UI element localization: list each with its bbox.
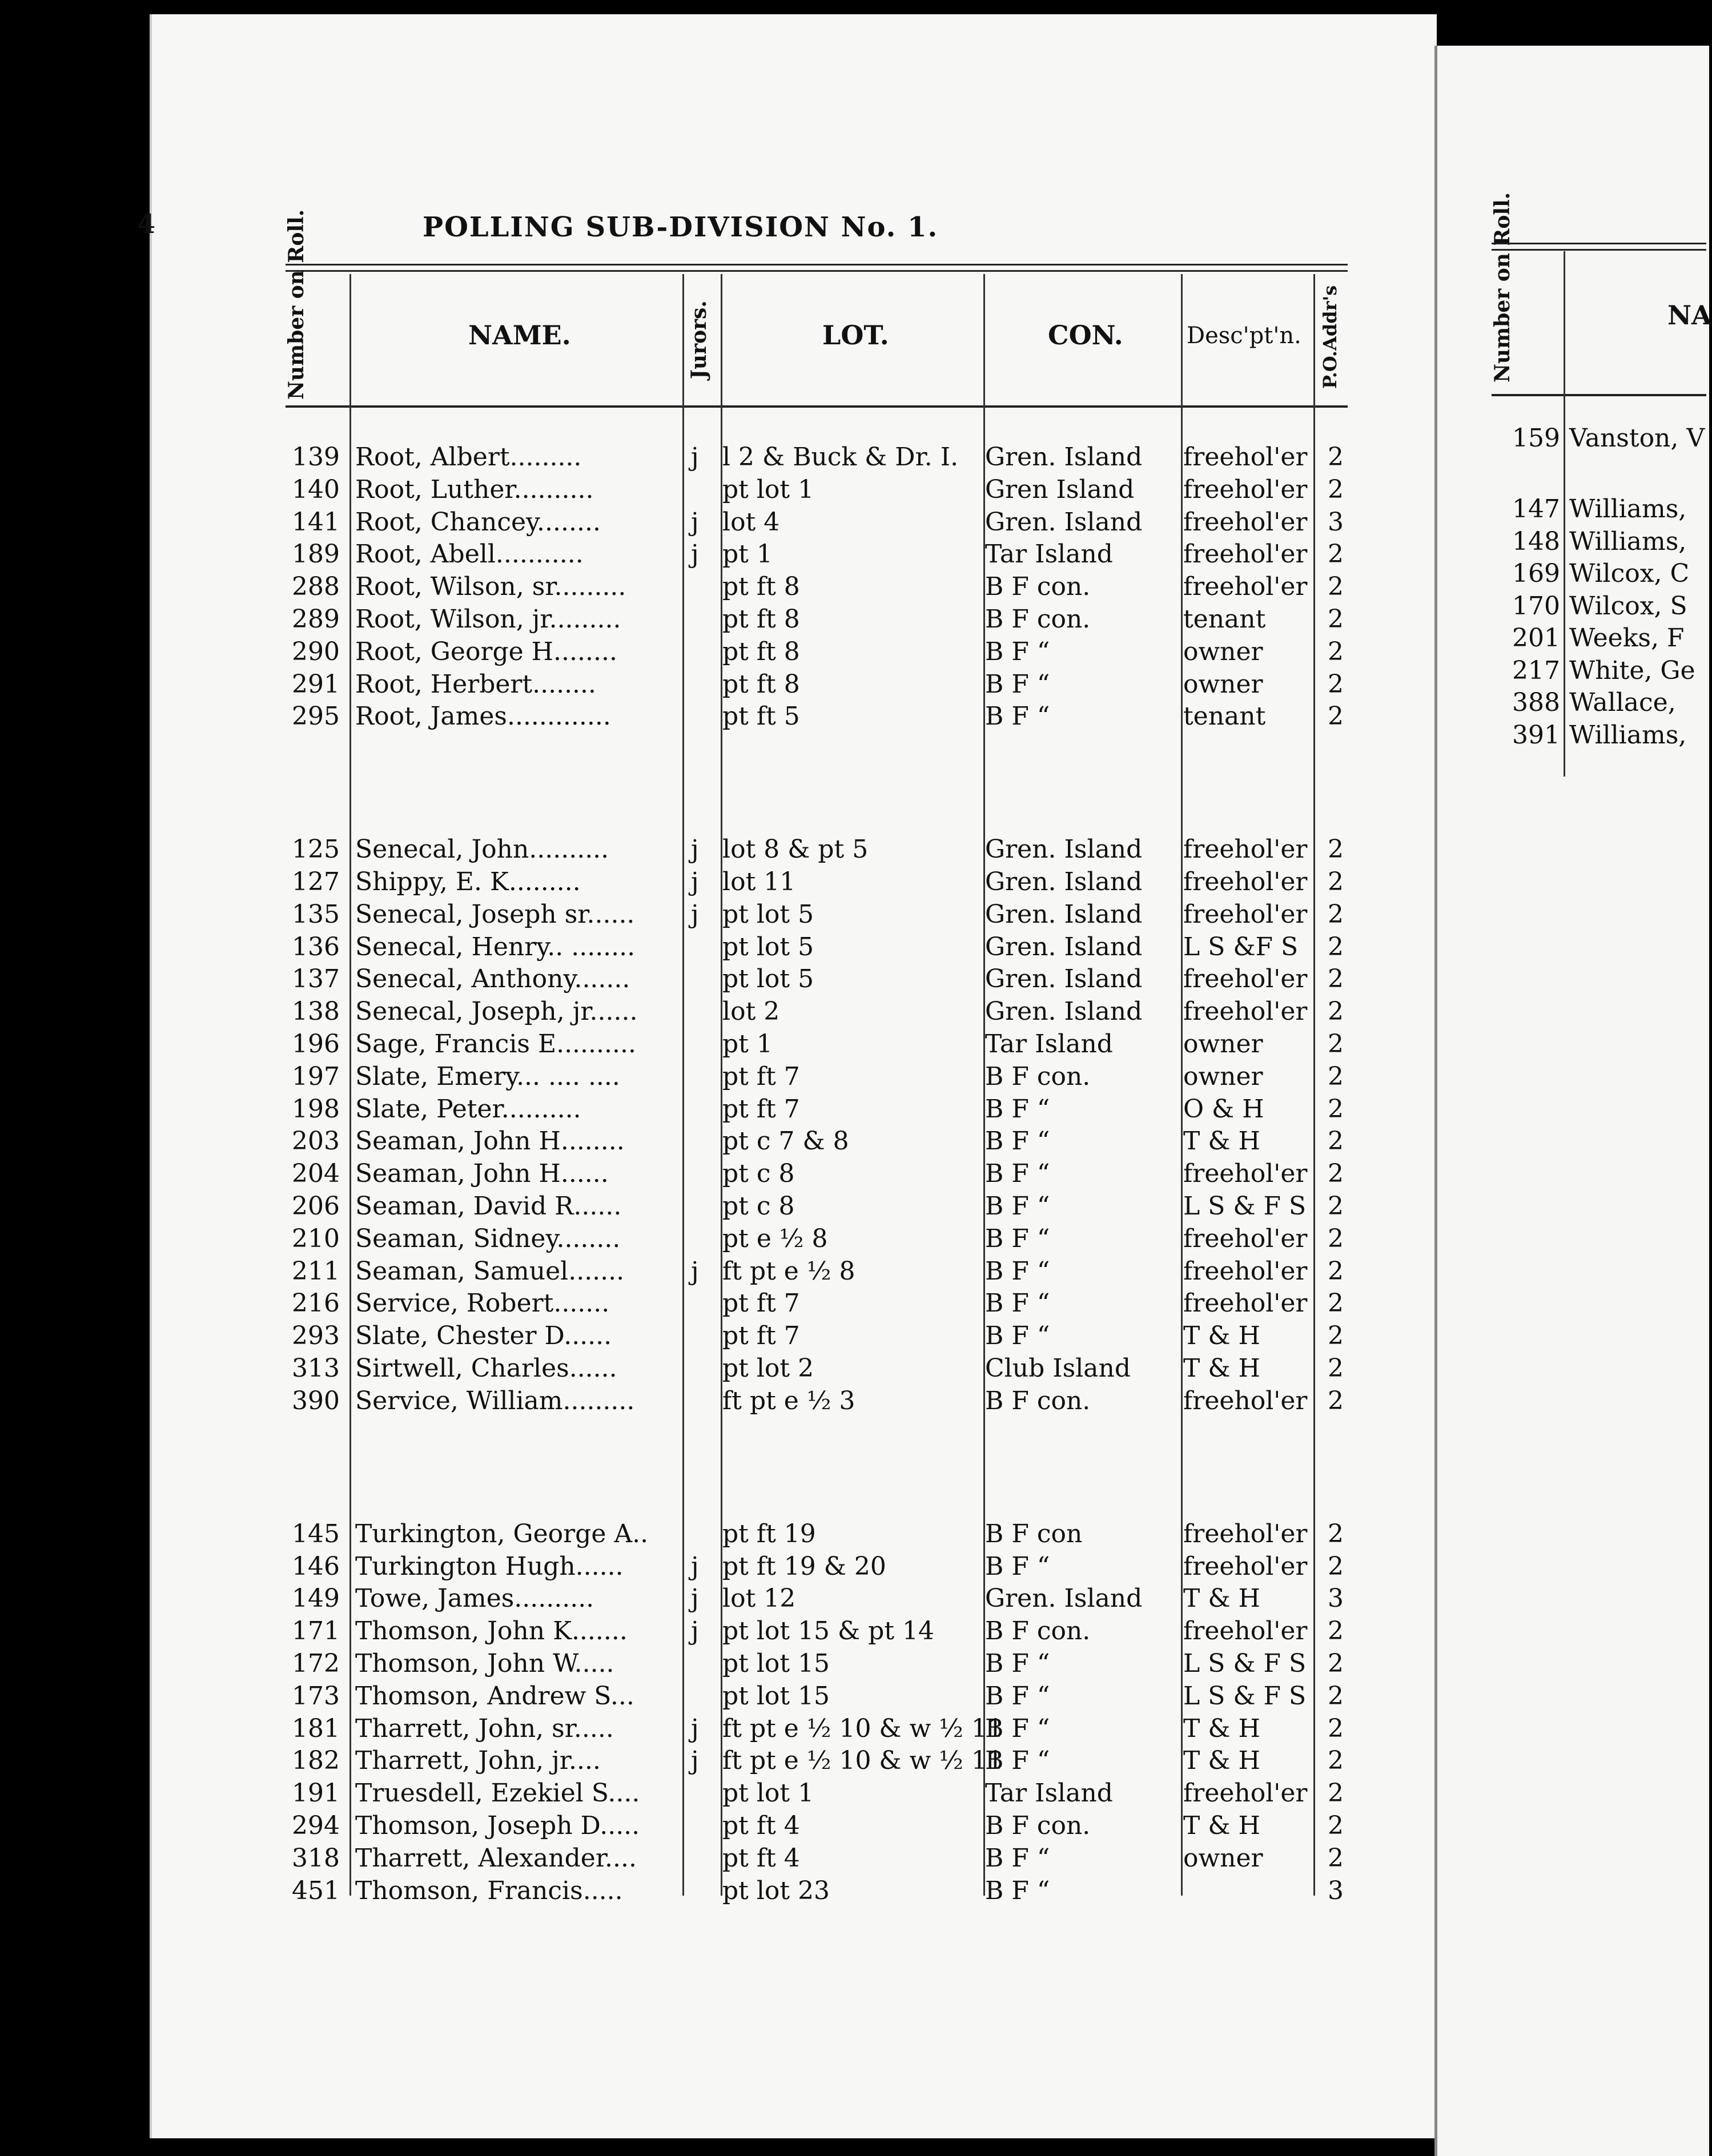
- po-address-cell: 2: [1328, 1321, 1344, 1351]
- concession-cell: B F “: [985, 1321, 1050, 1351]
- concession-cell: B F “: [985, 1876, 1050, 1905]
- voter-name: Thomson, John K.......: [355, 1616, 628, 1646]
- description-cell: tenant: [1183, 605, 1266, 634]
- concession-cell: B F “: [985, 1551, 1050, 1581]
- concession-cell: B F “: [985, 669, 1050, 699]
- concession-cell: Gren. Island: [985, 443, 1143, 472]
- roll-number: 196: [292, 1029, 340, 1059]
- lot-cell: pt lot 15: [722, 1681, 830, 1711]
- voter-name: Root, Wilson, jr.........: [355, 605, 621, 634]
- lot-cell: pt lot 5: [722, 932, 814, 962]
- po-address-cell: 2: [1328, 1256, 1344, 1286]
- right-header-bottom-rule: [1492, 394, 1706, 396]
- voter-name: Truesdell, Ezekiel S....: [355, 1779, 640, 1808]
- right-roll-number: 148: [1512, 526, 1560, 556]
- voter-name: Slate, Emery... .... ....: [355, 1061, 620, 1091]
- po-address-cell: 2: [1328, 572, 1344, 602]
- description-cell: freehol'er: [1183, 572, 1308, 602]
- lot-cell: lot 12: [722, 1584, 796, 1614]
- roll-number: 138: [292, 997, 340, 1027]
- concession-cell: Gren. Island: [985, 997, 1143, 1027]
- voter-name: Senecal, Henry.. ........: [355, 932, 636, 962]
- description-cell: O & H: [1183, 1094, 1264, 1124]
- roll-number: 149: [292, 1584, 340, 1614]
- right-voter-name: Wilcox, C: [1569, 559, 1690, 589]
- roll-number: 318: [292, 1843, 340, 1873]
- roll-number: 139: [292, 443, 340, 472]
- juror-mark: j: [691, 867, 699, 897]
- description-cell: freehol'er: [1183, 1256, 1308, 1286]
- concession-cell: B F “: [985, 1289, 1050, 1318]
- header-bottom-rule: [286, 405, 1348, 408]
- right-voter-name: Williams,: [1569, 720, 1687, 750]
- po-address-cell: 2: [1328, 1192, 1344, 1221]
- lot-cell: pt lot 15: [722, 1648, 830, 1678]
- right-header-name: NA: [1667, 300, 1712, 331]
- right-roll-number: 147: [1512, 494, 1560, 524]
- description-cell: freehol'er: [1183, 1616, 1308, 1646]
- concession-cell: Gren. Island: [985, 964, 1143, 994]
- concession-cell: B F “: [985, 1681, 1050, 1711]
- right-voter-name: Wallace,: [1569, 688, 1676, 718]
- description-cell: T & H: [1183, 1713, 1260, 1743]
- roll-number: 451: [292, 1876, 340, 1905]
- concession-cell: Gren. Island: [985, 899, 1143, 929]
- po-address-cell: 2: [1328, 932, 1344, 962]
- concession-cell: B F “: [985, 1192, 1050, 1221]
- lot-cell: pt lot 1: [722, 1779, 814, 1808]
- voter-name: Root, Abell...........: [355, 540, 584, 569]
- po-address-cell: 2: [1328, 474, 1344, 504]
- voter-name: Turkington Hugh......: [355, 1551, 624, 1581]
- description-cell: tenant: [1183, 702, 1266, 731]
- lot-cell: pt ft 8: [722, 572, 800, 602]
- right-voter-name: White, Ge: [1569, 655, 1695, 685]
- concession-cell: B F con: [985, 1519, 1083, 1548]
- po-address-cell: 2: [1328, 1551, 1344, 1581]
- voter-name: Thomson, Andrew S...: [355, 1681, 634, 1711]
- concession-cell: Gren. Island: [985, 507, 1143, 537]
- po-address-cell: 2: [1328, 1386, 1344, 1415]
- voter-name: Thomson, Joseph D.....: [355, 1811, 640, 1840]
- po-address-cell: 2: [1328, 1289, 1344, 1318]
- concession-cell: B F “: [985, 1127, 1050, 1156]
- page-number: 4: [137, 208, 156, 239]
- roll-number: 191: [292, 1779, 340, 1808]
- concession-cell: B F con.: [985, 605, 1091, 634]
- description-cell: freehol'er: [1183, 540, 1308, 569]
- voter-name: Root, James.............: [355, 702, 611, 731]
- right-roll-number: 388: [1512, 688, 1560, 718]
- right-page: [1434, 46, 1709, 2156]
- roll-number: 203: [292, 1127, 340, 1156]
- lot-cell: pt ft 4: [722, 1811, 800, 1840]
- juror-mark: j: [691, 1713, 699, 1743]
- voter-name: Senecal, Anthony.......: [355, 964, 630, 994]
- po-address-cell: 2: [1328, 899, 1344, 929]
- concession-cell: Tar Island: [985, 1029, 1113, 1059]
- lot-cell: lot 4: [722, 507, 780, 537]
- po-address-cell: 2: [1328, 1616, 1344, 1646]
- lot-cell: pt ft 8: [722, 637, 800, 666]
- juror-mark: j: [691, 1584, 699, 1614]
- lot-cell: pt ft 5: [722, 702, 800, 731]
- lot-cell: lot 8 & pt 5: [722, 835, 869, 864]
- roll-number: 289: [292, 605, 340, 634]
- po-address-cell: 2: [1328, 1127, 1344, 1156]
- voter-name: Root, Chancey........: [355, 507, 601, 537]
- roll-number: 216: [292, 1289, 340, 1318]
- description-cell: T & H: [1183, 1127, 1260, 1156]
- roll-number: 198: [292, 1094, 340, 1124]
- juror-mark: j: [691, 899, 699, 929]
- roll-number: 206: [292, 1192, 340, 1221]
- po-address-cell: 2: [1328, 605, 1344, 634]
- lot-cell: pt ft 19: [722, 1519, 816, 1548]
- po-address-cell: 2: [1328, 1159, 1344, 1189]
- roll-number: 210: [292, 1224, 340, 1253]
- voter-name: Slate, Peter..........: [355, 1094, 581, 1124]
- po-address-cell: 3: [1328, 1876, 1344, 1905]
- lot-cell: ft pt e ½ 10 & w ½ 11: [722, 1746, 1003, 1776]
- concession-cell: B F “: [985, 702, 1050, 731]
- lot-cell: l 2 & Buck & Dr. I.: [722, 443, 959, 472]
- description-cell: T & H: [1183, 1354, 1260, 1383]
- description-cell: freehol'er: [1183, 1551, 1308, 1581]
- lot-cell: pt ft 4: [722, 1843, 800, 1873]
- concession-cell: B F con.: [985, 572, 1091, 602]
- voter-name: Sirtwell, Charles......: [355, 1354, 617, 1383]
- po-address-cell: 2: [1328, 1354, 1344, 1383]
- description-cell: L S & F S: [1183, 1192, 1307, 1221]
- description-cell: owner: [1183, 1843, 1263, 1873]
- po-address-cell: 2: [1328, 1029, 1344, 1059]
- voter-name: Seaman, Sidney........: [355, 1224, 621, 1253]
- juror-mark: j: [691, 1256, 699, 1286]
- juror-mark: j: [691, 507, 699, 537]
- roll-number: 293: [292, 1321, 340, 1351]
- concession-cell: Gren. Island: [985, 867, 1143, 897]
- roll-number: 313: [292, 1354, 340, 1383]
- header-description: Desc'pt'n.: [1187, 323, 1301, 349]
- description-cell: freehol'er: [1183, 1519, 1308, 1548]
- voter-name: Root, George H........: [355, 637, 617, 666]
- lot-cell: pt ft 19 & 20: [722, 1551, 886, 1581]
- lot-cell: pt ft 7: [722, 1321, 800, 1351]
- description-cell: L S & F S: [1183, 1681, 1307, 1711]
- voter-name: Seaman, Samuel.......: [355, 1256, 625, 1286]
- description-cell: freehol'er: [1183, 1224, 1308, 1253]
- lot-cell: ft pt e ½ 3: [722, 1386, 855, 1415]
- concession-cell: B F “: [985, 637, 1050, 666]
- concession-cell: B F “: [985, 1713, 1050, 1743]
- roll-number: 146: [292, 1551, 340, 1581]
- voter-name: Tharrett, John, jr....: [355, 1746, 601, 1776]
- lot-cell: pt lot 15 & pt 14: [722, 1616, 935, 1646]
- concession-cell: B F “: [985, 1746, 1050, 1776]
- description-cell: freehol'er: [1183, 997, 1308, 1027]
- roll-number: 145: [292, 1519, 340, 1548]
- column-rule: [349, 274, 351, 1896]
- concession-cell: B F “: [985, 1843, 1050, 1873]
- right-voter-name: Williams,: [1569, 494, 1687, 524]
- voter-name: Tharrett, Alexander....: [355, 1843, 637, 1873]
- lot-cell: pt ft 8: [722, 669, 800, 699]
- roll-number: 136: [292, 932, 340, 962]
- po-address-cell: 2: [1328, 997, 1344, 1027]
- description-cell: T & H: [1183, 1321, 1260, 1351]
- voter-name: Root, Wilson, sr.........: [355, 572, 626, 602]
- description-cell: freehol'er: [1183, 899, 1308, 929]
- voter-name: Turkington, George A..: [355, 1519, 649, 1548]
- description-cell: L S & F S: [1183, 1648, 1307, 1678]
- voter-name: Seaman, David R......: [355, 1192, 622, 1221]
- lot-cell: pt ft 7: [722, 1061, 800, 1091]
- voter-name: Thomson, Francis.....: [355, 1876, 623, 1905]
- header-lot: LOT.: [822, 320, 889, 351]
- voter-name: Sage, Francis E..........: [355, 1029, 636, 1059]
- roll-number: 125: [292, 835, 340, 864]
- roll-number: 181: [292, 1713, 340, 1743]
- description-cell: T & H: [1183, 1584, 1260, 1614]
- description-cell: T & H: [1183, 1811, 1260, 1840]
- header-jurors: Jurors.: [687, 300, 711, 379]
- po-address-cell: 2: [1328, 1224, 1344, 1253]
- juror-mark: j: [691, 1551, 699, 1581]
- po-address-cell: 2: [1328, 637, 1344, 666]
- column-rule: [682, 274, 684, 1896]
- voter-name: Shippy, E. K.........: [355, 867, 581, 897]
- roll-number: 288: [292, 572, 340, 602]
- juror-mark: j: [691, 1746, 699, 1776]
- po-address-cell: 2: [1328, 669, 1344, 699]
- juror-mark: j: [691, 835, 699, 864]
- roll-number: 189: [292, 540, 340, 569]
- roll-number: 173: [292, 1681, 340, 1711]
- right-roll-number: 391: [1512, 720, 1560, 750]
- po-address-cell: 2: [1328, 1519, 1344, 1548]
- lot-cell: pt ft 7: [722, 1094, 800, 1124]
- voter-name: Seaman, John H......: [355, 1159, 609, 1189]
- roll-number: 127: [292, 867, 340, 897]
- lot-cell: lot 2: [722, 997, 780, 1027]
- header-name: NAME.: [468, 320, 571, 351]
- right-voter-name: Vanston, V: [1569, 424, 1705, 453]
- concession-cell: Gren. Island: [985, 1584, 1143, 1614]
- roll-number: 291: [292, 669, 340, 699]
- po-address-cell: 2: [1328, 835, 1344, 864]
- lot-cell: pt c 8: [722, 1159, 795, 1189]
- description-cell: freehol'er: [1183, 507, 1308, 537]
- concession-cell: Gren. Island: [985, 932, 1143, 962]
- lot-cell: pt lot 5: [722, 899, 814, 929]
- po-address-cell: 2: [1328, 1648, 1344, 1678]
- voter-name: Seaman, John H........: [355, 1127, 625, 1156]
- roll-number: 211: [292, 1256, 340, 1286]
- concession-cell: B F “: [985, 1094, 1050, 1124]
- concession-cell: B F “: [985, 1159, 1050, 1189]
- concession-cell: Gren. Island: [985, 835, 1143, 864]
- lot-cell: pt e ½ 8: [722, 1224, 828, 1253]
- voter-name: Senecal, John..........: [355, 835, 609, 864]
- concession-cell: B F con.: [985, 1616, 1091, 1646]
- roll-number: 182: [292, 1746, 340, 1776]
- lot-cell: pt c 8: [722, 1192, 795, 1221]
- voter-name: Slate, Chester D......: [355, 1321, 612, 1351]
- description-cell: freehol'er: [1183, 1289, 1308, 1318]
- lot-cell: lot 11: [722, 867, 796, 897]
- right-roll-number: 169: [1512, 559, 1560, 589]
- concession-cell: Tar Island: [985, 1779, 1113, 1808]
- roll-number: 137: [292, 964, 340, 994]
- description-cell: freehol'er: [1183, 1386, 1308, 1415]
- po-address-cell: 2: [1328, 1779, 1344, 1808]
- voter-name: Root, Luther..........: [355, 474, 594, 504]
- roll-number: 135: [292, 899, 340, 929]
- roll-number: 290: [292, 637, 340, 666]
- header-con: CON.: [1048, 320, 1123, 351]
- lot-cell: pt lot 23: [722, 1876, 830, 1905]
- lot-cell: ft pt e ½ 10 & w ½ 11: [722, 1713, 1003, 1743]
- voter-name: Thomson, John W.....: [355, 1648, 614, 1678]
- roll-number: 204: [292, 1159, 340, 1189]
- po-address-cell: 2: [1328, 1843, 1344, 1873]
- lot-cell: pt ft 8: [722, 605, 800, 634]
- po-address-cell: 2: [1328, 1681, 1344, 1711]
- voter-name: Towe, James..........: [355, 1584, 594, 1614]
- po-address-cell: 2: [1328, 702, 1344, 731]
- voter-name: Tharrett, John, sr.....: [355, 1713, 614, 1743]
- po-address-cell: 2: [1328, 443, 1344, 472]
- right-table-top-rule: [1492, 243, 1706, 251]
- roll-number: 140: [292, 474, 340, 504]
- lot-cell: pt 1: [722, 1029, 773, 1059]
- description-cell: freehol'er: [1183, 964, 1308, 994]
- lot-cell: pt lot 2: [722, 1354, 814, 1383]
- concession-cell: B F con.: [985, 1061, 1091, 1091]
- po-address-cell: 3: [1328, 1584, 1344, 1614]
- concession-cell: B F “: [985, 1224, 1050, 1253]
- right-voter-name: Williams,: [1569, 526, 1687, 556]
- po-address-cell: 3: [1328, 507, 1344, 537]
- right-roll-number: 201: [1512, 624, 1560, 653]
- description-cell: T & H: [1183, 1746, 1260, 1776]
- concession-cell: B F “: [985, 1648, 1050, 1678]
- lot-cell: pt lot 1: [722, 474, 814, 504]
- concession-cell: B F “: [985, 1256, 1050, 1286]
- description-cell: owner: [1183, 1029, 1263, 1059]
- description-cell: freehol'er: [1183, 1779, 1308, 1808]
- header-number-on-roll: Number on Roll.: [284, 209, 308, 400]
- voter-name: Root, Herbert........: [355, 669, 597, 699]
- roll-number: 171: [292, 1616, 340, 1646]
- lot-cell: pt c 7 & 8: [722, 1127, 849, 1156]
- right-header-number-on-roll: Number on Roll.: [1490, 192, 1514, 383]
- description-cell: owner: [1183, 637, 1263, 666]
- description-cell: L S &F S: [1183, 932, 1299, 962]
- description-cell: freehol'er: [1183, 867, 1308, 897]
- roll-number: 390: [292, 1386, 340, 1415]
- juror-mark: j: [691, 1616, 699, 1646]
- lot-cell: pt ft 7: [722, 1289, 800, 1318]
- column-rule: [1313, 274, 1315, 1896]
- header-po-address: P.O.Addr's: [1319, 285, 1341, 389]
- juror-mark: j: [691, 443, 699, 472]
- lot-cell: pt lot 5: [722, 964, 814, 994]
- description-cell: freehol'er: [1183, 474, 1308, 504]
- concession-cell: Club Island: [985, 1354, 1131, 1383]
- right-voter-name: Wilcox, S: [1569, 591, 1687, 621]
- concession-cell: Tar Island: [985, 540, 1113, 569]
- right-voter-name: Weeks, F: [1569, 624, 1685, 653]
- po-address-cell: 2: [1328, 1713, 1344, 1743]
- po-address-cell: 2: [1328, 1746, 1344, 1776]
- description-cell: freehol'er: [1183, 1159, 1308, 1189]
- concession-cell: Gren Island: [985, 474, 1135, 504]
- voter-name: Service, William.........: [355, 1386, 635, 1415]
- column-rule: [1181, 274, 1183, 1896]
- po-address-cell: 2: [1328, 1811, 1344, 1840]
- po-address-cell: 2: [1328, 964, 1344, 994]
- table-top-rule: [286, 264, 1348, 272]
- lot-cell: ft pt e ½ 8: [722, 1256, 855, 1286]
- po-address-cell: 2: [1328, 540, 1344, 569]
- right-roll-number: 159: [1512, 424, 1560, 453]
- po-address-cell: 2: [1328, 1094, 1344, 1124]
- right-column-rule: [1564, 251, 1565, 777]
- roll-number: 197: [292, 1061, 340, 1091]
- description-cell: freehol'er: [1183, 835, 1308, 864]
- voter-name: Root, Albert.........: [355, 443, 582, 472]
- roll-number: 172: [292, 1648, 340, 1678]
- concession-cell: B F con.: [985, 1386, 1091, 1415]
- right-roll-number: 217: [1512, 655, 1560, 685]
- po-address-cell: 2: [1328, 867, 1344, 897]
- voter-name: Senecal, Joseph, jr......: [355, 997, 638, 1027]
- page-title: POLLING SUB-DIVISION No. 1.: [423, 211, 939, 243]
- description-cell: owner: [1183, 1061, 1263, 1091]
- voter-name: Senecal, Joseph sr......: [355, 899, 635, 929]
- voter-name: Service, Robert.......: [355, 1289, 610, 1318]
- juror-mark: j: [691, 540, 699, 569]
- po-address-cell: 2: [1328, 1061, 1344, 1091]
- description-cell: freehol'er: [1183, 443, 1308, 472]
- roll-number: 294: [292, 1811, 340, 1840]
- concession-cell: B F con.: [985, 1811, 1091, 1840]
- description-cell: owner: [1183, 669, 1263, 699]
- right-roll-number: 170: [1512, 591, 1560, 621]
- lot-cell: pt 1: [722, 540, 773, 569]
- roll-number: 295: [292, 702, 340, 731]
- roll-number: 141: [292, 507, 340, 537]
